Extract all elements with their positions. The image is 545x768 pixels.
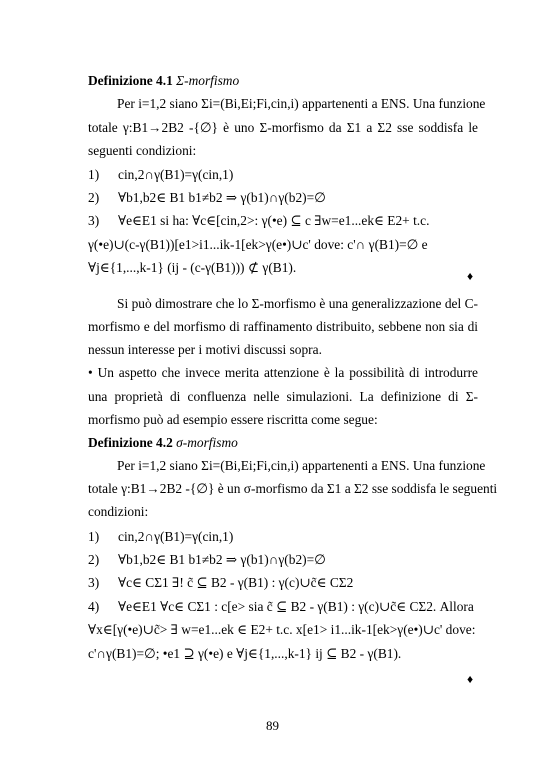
definition-name: σ-morfismo xyxy=(176,435,238,450)
text-line: Per i=1,2 siano Σi=(Bi,Ei;Fi,cin,i) appartenenti a ENS. Una funzione xyxy=(117,458,486,473)
condition-number: 4) xyxy=(88,599,100,614)
text-line: morfismo e del morfismo di raffinamento distribuito, sebbene non sia di xyxy=(88,319,478,334)
condition-item xyxy=(88,551,478,569)
definition-name: Σ-morfismo xyxy=(176,73,240,88)
definition-4-1-heading xyxy=(88,72,478,90)
condition-number: 2) xyxy=(88,552,100,567)
condition-text: ∀b1,b2∈ B1 b1≠b2 ⇒ γ(b1)∩γ(b2)=∅ xyxy=(118,552,326,567)
condition-text: ∀e∈E1 ∀c∈ CΣ1 : c[e> sia c̃ ⊆ B2 - γ(B1) : γ(c)∪c̃∈ CΣ2. Allora xyxy=(118,599,474,614)
condition-text: ∀e∈E1 si ha: ∀c∈[cin,2>: γ(•e) ⊆ c ∃w=e1...ek∈ E2+ t.c. xyxy=(118,213,430,228)
condition-item xyxy=(88,212,478,230)
condition-item xyxy=(88,598,478,616)
condition-number: 2) xyxy=(88,190,100,205)
text-line: c'∩γ(B1)=∅; •e1 ⊇ γ(•e) e ∀j∈{1,...,k-1} ij ⊆ B2 - γ(B1). xyxy=(88,646,402,661)
text-line: totale γ:B1→2B2 -{∅} è un σ-morfismo da Σ1 a Σ2 sse soddisfa le seguenti xyxy=(88,481,498,496)
condition-item xyxy=(88,166,478,184)
end-of-definition-mark: ♦ xyxy=(467,672,474,686)
condition-text: ∀b1,b2∈ B1 b1≠b2 ⇒ γ(b1)∩γ(b2)=∅ xyxy=(118,190,326,205)
text-line: Per i=1,2 siano Σi=(Bi,Ei;Fi,cin,i) appartenenti a ENS. Una funzione xyxy=(117,96,486,111)
definition-label: Definizione 4.1 xyxy=(88,73,173,88)
condition-number: 1) xyxy=(88,167,100,182)
condition-item xyxy=(88,189,478,207)
condition-text: cin,2∩γ(B1)=γ(cin,1) xyxy=(118,167,234,182)
text-line: seguenti condizioni: xyxy=(88,143,197,158)
text-line: una proprietà di confluenza nelle simulazioni. La definizione di Σ- xyxy=(88,389,478,404)
condition-text: cin,2∩γ(B1)=γ(cin,1) xyxy=(118,529,234,544)
condition-item xyxy=(88,574,478,592)
text-line: condizioni: xyxy=(88,504,149,519)
condition-text: ∀c∈ CΣ1 ∃! c̃ ⊆ B2 - γ(B1) : γ(c)∪c̃∈ CΣ2 xyxy=(118,575,354,590)
text-line: nessun interesse per i motivi discussi sopra. xyxy=(88,342,322,357)
condition-number: 3) xyxy=(88,575,100,590)
definition-label: Definizione 4.2 xyxy=(88,435,173,450)
condition-number: 1) xyxy=(88,529,100,544)
bullet-line: • Un aspetto che invece merita attenzione è la possibilità di introdurre xyxy=(88,365,478,380)
end-of-definition-mark: ♦ xyxy=(467,269,474,283)
condition-item xyxy=(88,528,478,546)
text-line: Si può dimostrare che lo Σ-morfismo è una generalizzazione del C- xyxy=(117,296,478,311)
page-number: 89 xyxy=(266,718,279,733)
text-line: ∀j∈{1,...,k-1} (ij - (c-γ(B1))) ⊄ γ(B1). xyxy=(88,260,297,275)
definition-4-2-heading xyxy=(88,434,478,452)
condition-number: 3) xyxy=(88,213,100,228)
text-line: morfismo può ad esempio essere riscritta come segue: xyxy=(88,412,378,427)
text-line: γ(•e)∪(c-γ(B1))[e1>i1...ik-1[ek>γ(e•)∪c' dove: c'∩ γ(B1)=∅ e xyxy=(88,237,428,252)
text-line: ∀x∈[γ(•e)∪c̃> ∃ w=e1...ek ∈ E2+ t.c. x[e1> i1...ik-1[ek>γ(e•)∪c' dove: xyxy=(88,622,476,637)
text-line: totale γ:B1→2B2 -{∅} è uno Σ-morfismo da Σ1 a Σ2 sse soddisfa le xyxy=(88,120,478,135)
